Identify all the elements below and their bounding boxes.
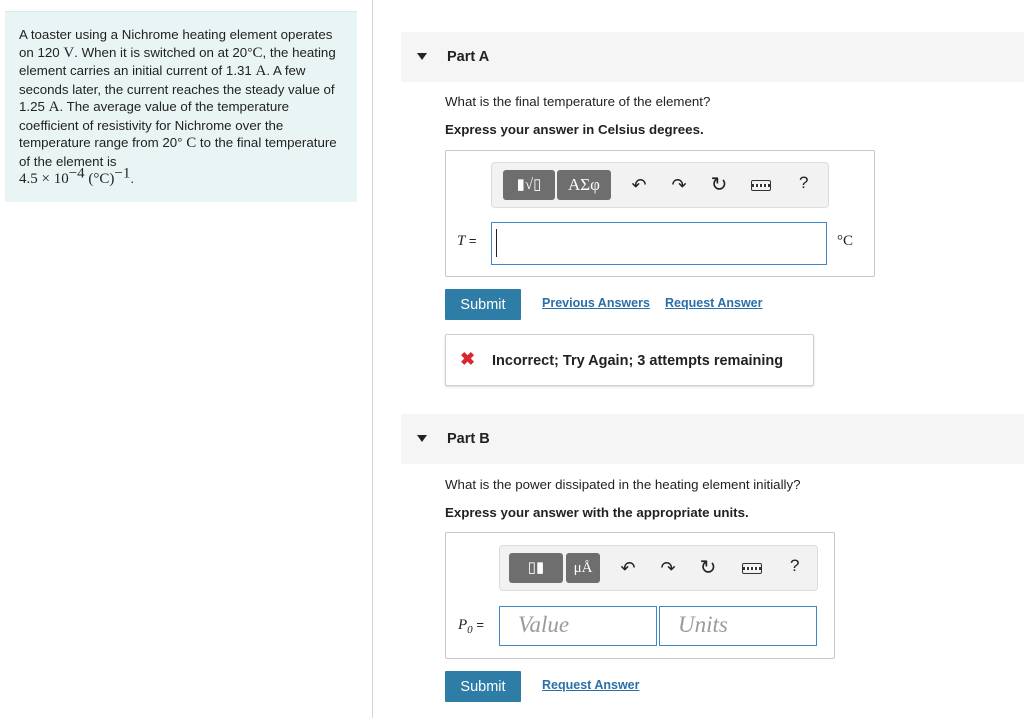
part-a-title: Part A bbox=[447, 49, 490, 65]
part-b-header[interactable] bbox=[401, 414, 1024, 464]
redo-icon[interactable]: ↷ bbox=[671, 175, 687, 195]
feedback-text: Incorrect; Try Again; 3 attempts remaining bbox=[492, 353, 784, 369]
temperature-input[interactable] bbox=[491, 222, 827, 265]
templates-button[interactable]: ▮√▯ bbox=[503, 170, 555, 200]
part-b-math-toolbar bbox=[499, 545, 818, 591]
collapse-triangle-icon[interactable] bbox=[417, 435, 427, 442]
part-a-request-answer-link[interactable]: Request Answer bbox=[665, 296, 763, 310]
incorrect-x-icon: ✖ bbox=[460, 349, 476, 369]
part-a-submit-button[interactable]: Submit bbox=[445, 289, 521, 320]
problem-statement: A toaster using a Nichrome heating element operates on 120 V. When it is switched on at 20°C, the heating element carries an initial current of 1.31 A. A few seconds later, the current reaches the steady value of 1.25 A. The average value of the temperature coefficient of resistivity for Nichrome over the temperature range from 20° C to the final temperature of the element is $4.5 \times 10^{-4}$ $(^\circ C)^{-1}$. bbox=[5, 11, 357, 202]
keyboard-icon[interactable] bbox=[751, 180, 771, 191]
part-a-math-toolbar bbox=[491, 162, 829, 208]
feedback-message bbox=[445, 334, 814, 386]
variable-label: $P_0$ = bbox=[458, 617, 485, 636]
templates-button[interactable]: ▯▮ bbox=[509, 553, 563, 583]
part-a-header[interactable] bbox=[401, 32, 1024, 82]
help-icon[interactable]: ? bbox=[799, 173, 809, 192]
text-caret bbox=[496, 229, 497, 257]
part-a-instruction: Express your answer in Celsius degrees. bbox=[445, 122, 704, 137]
value-input[interactable]: Value bbox=[499, 606, 657, 646]
reset-icon[interactable]: ↻ bbox=[699, 557, 717, 579]
part-b-answer-box bbox=[445, 532, 835, 659]
column-divider bbox=[372, 0, 373, 718]
part-b-request-answer-link[interactable]: Request Answer bbox=[542, 678, 640, 692]
units-input[interactable]: Units bbox=[659, 606, 817, 646]
previous-answers-link[interactable]: Previous Answers bbox=[542, 296, 650, 310]
undo-icon[interactable]: ↶ bbox=[631, 175, 647, 195]
symbols-button[interactable]: ΑΣφ bbox=[557, 170, 611, 200]
part-b-instruction: Express your answer with the appropriate units. bbox=[445, 505, 749, 520]
help-icon[interactable]: ? bbox=[790, 556, 800, 575]
part-a-question: What is the final temperature of the element? bbox=[445, 94, 711, 109]
part-b-submit-button[interactable]: Submit bbox=[445, 671, 521, 702]
part-b-title: Part B bbox=[447, 431, 490, 447]
keyboard-icon[interactable] bbox=[742, 563, 762, 574]
part-a-answer-box bbox=[445, 150, 875, 277]
units-button[interactable]: μÅ bbox=[566, 553, 600, 583]
redo-icon[interactable]: ↷ bbox=[660, 558, 676, 578]
undo-icon[interactable]: ↶ bbox=[620, 558, 636, 578]
reset-icon[interactable]: ↻ bbox=[710, 174, 728, 196]
part-b-question: What is the power dissipated in the heating element initially? bbox=[445, 477, 801, 492]
unit-label: °C bbox=[837, 233, 854, 249]
collapse-triangle-icon[interactable] bbox=[417, 53, 427, 60]
variable-label: T = bbox=[457, 233, 477, 249]
